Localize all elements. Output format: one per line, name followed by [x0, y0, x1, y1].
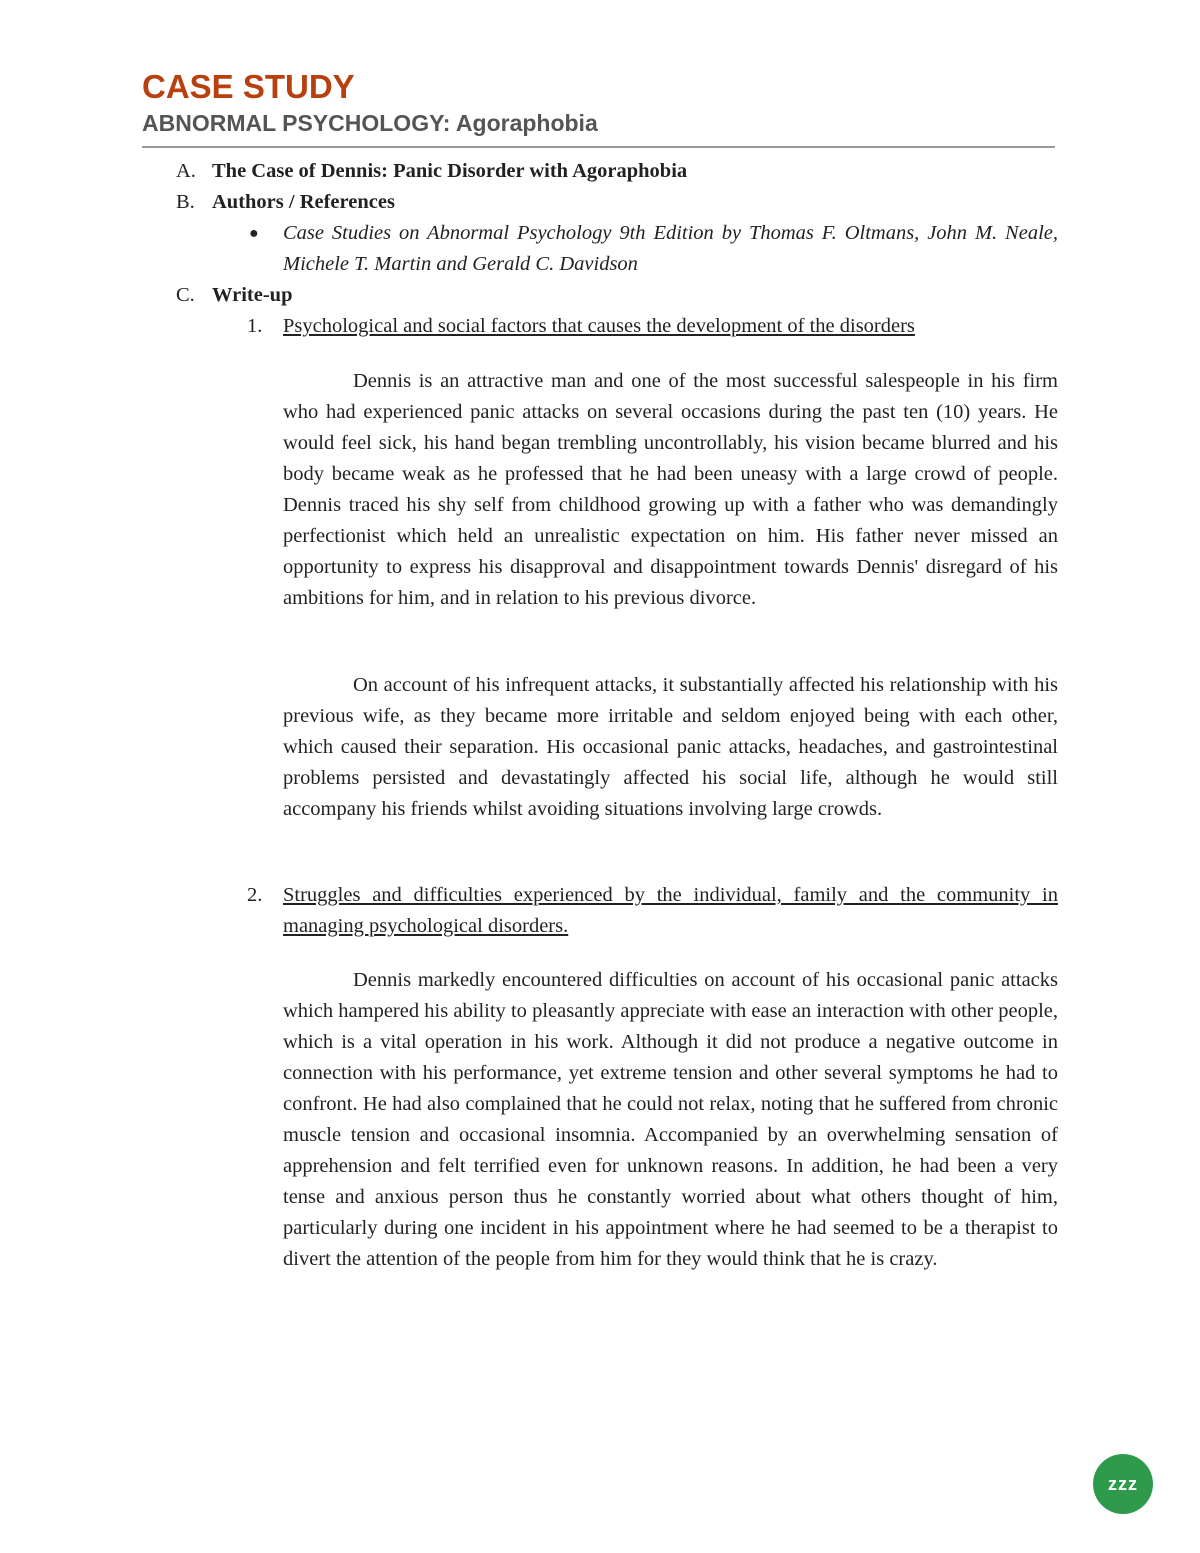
document-header	[142, 66, 598, 138]
case-title: The Case of Dennis: Panic Disorder with Agoraphobia	[212, 160, 688, 182]
outline-marker-c: C.	[176, 284, 195, 306]
section1-heading: Psychological and social factors that causes the development of the disorders	[283, 315, 915, 337]
reference-text: Case Studies on Abnormal Psychology 9th Edition by Thomas F. Oltmans, John M. Neale, Michele T. Martin and Gerald C. Davidson	[283, 222, 1058, 275]
section2-heading: Struggles and difficulties experienced by the individual, family and the community in managing psychological disorders.	[283, 884, 1058, 937]
document-subtitle: ABNORMAL PSYCHOLOGY: Agoraphobia	[142, 110, 598, 136]
section2-paragraph-1: Dennis markedly encountered difficulties on account of his occasional panic attacks which hampered his ability to pleasantly appreciate with ease an interaction with other people, which is a vital operation in his work. Although it did not produce a negative outcome in connection with his performance, yet extreme tension and other several symptoms he had to confront. He had also complained that he could not relax, noting that he suffered from chronic muscle tension and occasional insomnia. Accompanied by an overwhelming sensation of apprehension and felt terrified even for unknown reasons. In addition, he had been a very tense and anxious person thus he constantly worried about what others thought of him, particularly during one incident in his appointment where he had seemed to be a therapist to divert the attention of the people from him for they would think that he is crazy.	[283, 969, 1058, 1270]
section1-marker: 1.	[247, 315, 263, 337]
document-title: CASE STUDY	[142, 68, 355, 105]
section2-marker: 2.	[247, 884, 263, 906]
section1-paragraph-2: On account of his infrequent attacks, it substantially affected his relationship with his previous wife, as they became more irritable and seldom enjoyed being with each other, which caused their separation. His occasional panic attacks, headaches, and gastrointestinal problems persisted and devastatingly affected his social life, although he would still accompany his friends whilst avoiding situations involving large crowds.	[283, 674, 1058, 820]
outline-marker-a: A.	[176, 160, 196, 182]
outline-marker-b: B.	[176, 191, 195, 213]
writeup-heading: Write-up	[212, 284, 293, 306]
header-divider	[142, 146, 1055, 148]
authors-heading: Authors / References	[212, 191, 395, 213]
bullet-icon: ●	[249, 225, 259, 242]
section1-paragraph-1: Dennis is an attractive man and one of the most successful salespeople in his firm who had experienced panic attacks on several occasions during the past ten (10) years. He would feel sick, his hand began trembling uncontrollably, his vision became blurred and his body became weak as he professed that he had been uneasy with a large crowd of people. Dennis traced his shy self from childhood growing up with a father who was demandingly perfectionist which held an unrealistic expectation on him. His father never missed an opportunity to express his disapproval and disappointment towards Dennis' disregard of his ambitions for him, and in relation to his previous divorce.	[283, 370, 1058, 609]
page-badge: zzz	[1093, 1454, 1153, 1514]
